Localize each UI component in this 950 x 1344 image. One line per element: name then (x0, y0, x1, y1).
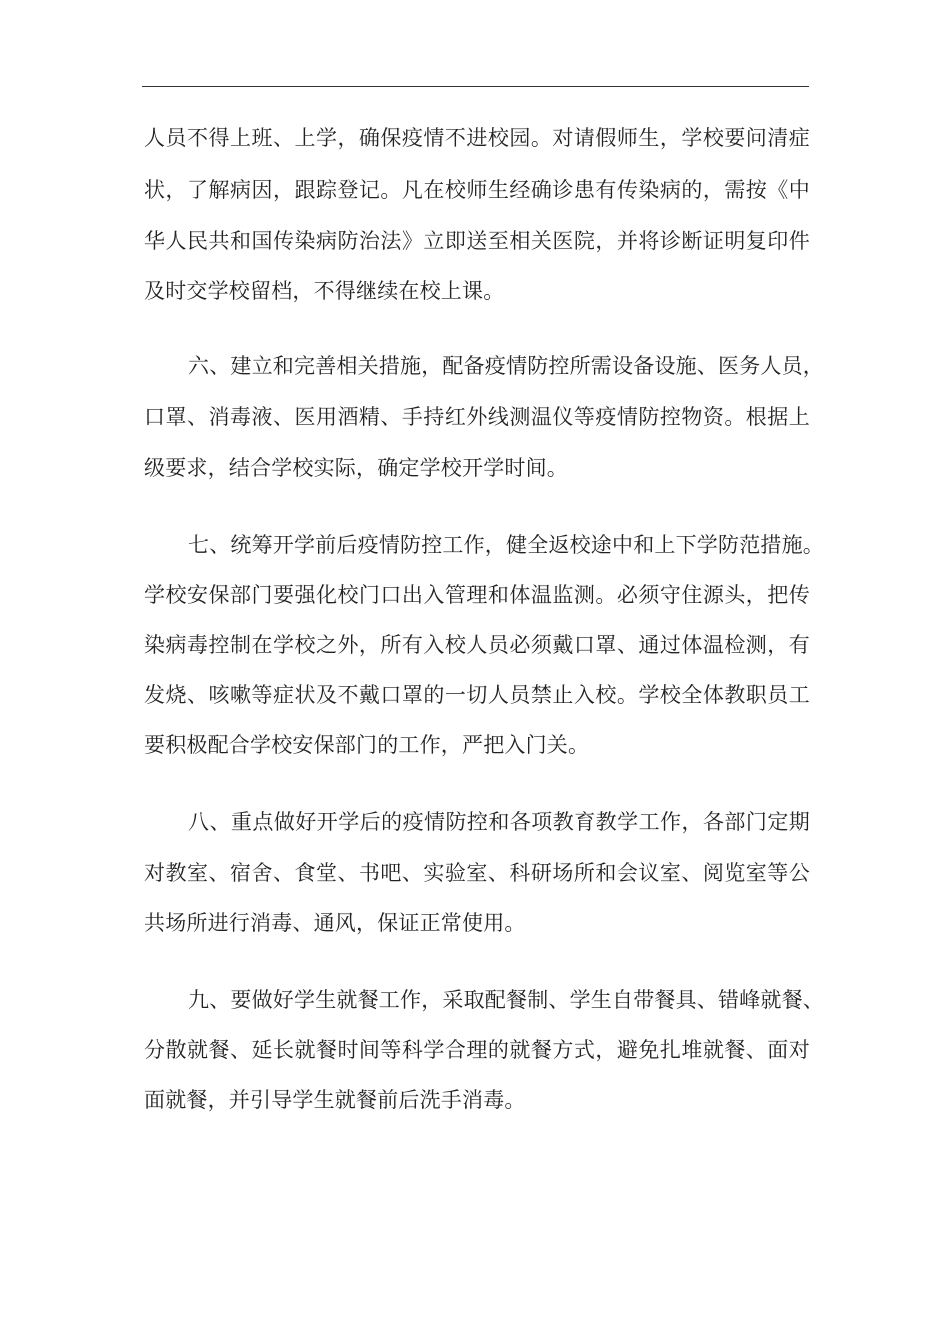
text-line: 八、重点做好开学后的疫情防控和各项教育教学工作，各部门定期 (188, 810, 810, 834)
text-line: 口罩、消毒液、医用酒精、手持红外线测温仪等疫情防控物资。根据上 (144, 405, 810, 429)
text-line: 华人民共和国传染病防治法》立即送至相关医院，并将诊断证明复印件 (144, 229, 810, 253)
text-line: 人员不得上班、上学，确保疫情不进校园。对请假师生，学校要问清症 (144, 126, 810, 150)
text-line: 面就餐，并引导学生就餐前后洗手消毒。 (144, 1088, 526, 1112)
text-line: 分散就餐、延长就餐时间等科学合理的就餐方式，避免扎堆就餐、面对 (144, 1038, 810, 1062)
text-line: 九、要做好学生就餐工作，采取配餐制、学生自带餐具、错峰就餐、 (188, 988, 824, 1012)
text-line: 对教室、宿舍、食堂、书吧、实验室、科研场所和会议室、阅览室等公 (144, 861, 810, 885)
text-line: 七、统筹开学前后疫情防控工作，健全返校途中和上下学防范措施。 (188, 533, 824, 557)
text-line: 级要求，结合学校实际，确定学校开学时间。 (144, 456, 568, 480)
text-line: 学校安保部门要强化校门口出入管理和体温监测。必须守住源头，把传 (144, 583, 810, 607)
text-line: 发烧、咳嗽等症状及不戴口罩的一切人员禁止入校。学校全体教职员工 (144, 683, 810, 707)
text-line: 状，了解病因，跟踪登记。凡在校师生经确诊患有传染病的，需按《中 (144, 178, 810, 202)
text-line: 染病毒控制在学校之外，所有入校人员必须戴口罩、通过体温检测，有 (144, 633, 810, 657)
text-line: 共场所进行消毒、通风，保证正常使用。 (144, 911, 526, 935)
text-line: 及时交学校留档，不得继续在校上课。 (144, 279, 505, 303)
text-line: 要积极配合学校安保部门的工作，严把入门关。 (144, 733, 590, 757)
text-line: 六、建立和完善相关措施，配备疫情防控所需设备设施、医务人员， (188, 354, 824, 378)
